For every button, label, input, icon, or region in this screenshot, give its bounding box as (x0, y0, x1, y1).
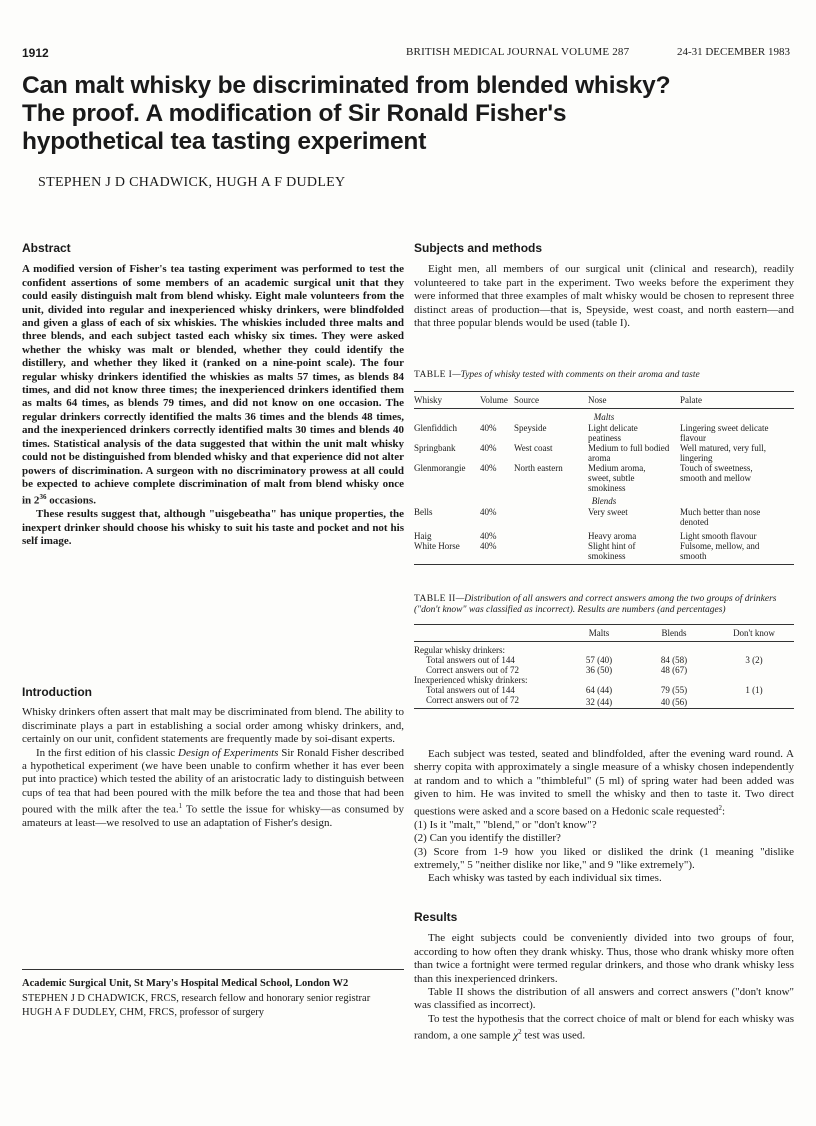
author-affiliation: STEPHEN J D CHADWICK, FRCS, research fellow and honorary senior registrar (22, 992, 371, 1004)
institution: Academic Surgical Unit, St Mary's Hospital Medical School, London W2 (22, 978, 349, 989)
introduction-heading: Introduction (22, 685, 92, 699)
table-row: White Horse 40% Slight hint of smokiness Fulsome, mellow, and smooth (414, 541, 794, 565)
table-row: Glenfiddich 40% Speyside Light delicate peatiness Lingering sweet delicate flavour (414, 423, 769, 443)
table-row: Springbank 40% West coast Medium to full bodied aroma Well matured, very full, lingering (414, 443, 766, 463)
table-section-label: Blends (591, 496, 617, 506)
group-label: Inexperienced whisky drinkers: (414, 675, 528, 685)
table-header: Source (514, 392, 582, 409)
results-paragraph: The eight subjects could be conveniently divided into two groups of four, according to how often they drank whisky. Thus, those who drank whisky more often than twice a fortnight were termed regular drinkers, and those who drank whisky less than this inexperienced drinkers. (414, 932, 794, 985)
question-1: (1) Is it "malt," "blend," or "don't know"? (414, 818, 597, 831)
table-1-grid (414, 391, 794, 565)
methods-section (414, 242, 794, 330)
table-header: Nose (582, 392, 680, 409)
issue-date: 24-31 DECEMBER 1983 (676, 46, 790, 58)
table-1-caption: TABLE I—Types of whisky tested with comments on their aroma and taste (414, 370, 700, 380)
article-title (22, 72, 794, 156)
methods-heading: Subjects and methods (414, 241, 543, 255)
introduction-paragraph: Whisky drinkers often assert that malt may be discriminated from blend. The ability to discriminate plays a part in establishing a social order among whisky drinkers, and, certainly on our unit, confident statements are frequently made by soi-disant experts. (22, 706, 404, 746)
abstract-section (22, 242, 404, 549)
table-1 (414, 370, 794, 565)
author-list: STEPHEN J D CHADWICK, HUGH A F DUDLEY (38, 175, 346, 190)
question-3: (3) Score from 1-9 how you liked or disliked the drink (1 meaning "dislike extremely," 5 "neither dislike nor like," and 9 "like extremely"). (414, 845, 794, 871)
results-paragraph: Table II shows the distribution of all answers and correct answers ("don't know" was classified as incorrect). (414, 986, 794, 1012)
table-header: Blends (634, 625, 714, 642)
table-row: Correct answers out of 72 32 (44) 40 (56) (414, 695, 794, 709)
table-row: Haig 40% Heavy aroma Light smooth flavour (414, 531, 757, 541)
introduction-paragraph: In the first edition of his classic Design of Experiments Sir Ronald Fisher described a hypothetical experiment (we have been unable to confirm whether it has ever been put into practice) which tested the ability of an aristocratic lady to distinguish between cups of tea that had been poured with the milk before the tea and those that had been poured with the milk after the tea.$^1$ To settle the issue for whisky—as consumed by amateurs at least—we resolved to use an adaptation of Fisher's design. (22, 746, 404, 830)
page-number: 1912 (22, 46, 49, 60)
table-2 (414, 594, 794, 709)
running-header (22, 46, 794, 62)
footnote-rule (22, 969, 404, 970)
results-heading: Results (414, 910, 458, 924)
question-2: (2) Can you identify the distiller? (414, 832, 561, 845)
title-line: The proof. A modification of Sir Ronald Fisher's (22, 100, 567, 127)
table-header: Whisky (414, 392, 480, 409)
results-section (414, 911, 794, 1043)
table-row: Total answers out of 144 57 (40) 84 (58) 3 (2) (426, 655, 763, 665)
results-paragraph: To test the hypothesis that the correct choice of malt or blend for each whisky was random, a one sample $\chi^2$ test was used. (414, 1012, 794, 1042)
author-affiliation: HUGH A F DUDLEY, CHM, FRCS, professor of surgery (22, 1007, 265, 1018)
abstract-conclusion: These results suggest that, although "uisgebeatha" has unique properties, the inexpert drinker should choose his whisky to suit his taste and pocket and not his self image. (22, 508, 404, 548)
methods-continued (414, 748, 794, 886)
title-line: hypothetical tea tasting experiment (22, 128, 427, 155)
table-header: Don't know (714, 625, 794, 642)
table-row: Bells 40% Very sweet Much better than nose denoted (414, 507, 761, 527)
affiliation-block (22, 978, 404, 1020)
title-line: Can malt whisky be discriminated from blended whisky? (22, 72, 671, 99)
table-2-caption: TABLE II—Distribution of all answers and correct answers among the two groups of drinkers ("don't know" was classified as incorrect). Results are numbers (and percentages) (414, 594, 777, 615)
abstract-heading: Abstract (22, 241, 71, 255)
table-header: Malts (564, 625, 634, 642)
table-2-grid (414, 624, 794, 709)
methods-paragraph: Eight men, all members of our surgical unit (clinical and research), readily volunteered to take part in the experiment. Two weeks before the experiment they were informed that three examples of malt whisky would be chosen to represent three distinct areas of production—that is, Speyside, west coast, and north eastern—and that three popular blends would be used (table I). (414, 263, 794, 330)
table-row: Correct answers out of 72 36 (50) 48 (67) (426, 665, 688, 675)
table-header: Palate (680, 392, 794, 409)
introduction-section (22, 686, 404, 831)
methods-paragraph: Each subject was tested, seated and blindfolded, after the evening ward round. A sherry copita with approximately a single measure of a whisky chosen independently at random and to which a "thimbleful" (5 ml) of spring water had been added was given to him. He was invited to smell the whisky and then to taste it. Two direct questions were asked and a score based on a Hedonic scale requested$^2$: (414, 748, 794, 818)
table-header: Volume (480, 392, 514, 409)
group-label: Regular whisky drinkers: (414, 645, 505, 655)
table-section-label: Malts (593, 412, 615, 422)
table-row: Glenmorangie 40% North eastern Medium aroma, sweet, subtle smokiness Touch of sweetness, smooth and mellow (414, 463, 753, 493)
journal-name: BRITISH MEDICAL JOURNAL VOLUME 287 (406, 46, 630, 58)
abstract-paragraph: A modified version of Fisher's tea tasting experiment was performed to test the confident assertions of some members of an academic surgical unit that they could easily distinguish malt from blend whisky. Eight male volunteers from the unit, divided into regular and inexperienced whisky drinkers, were blindfolded and given a glass of each of six whiskies. The whiskies included three malts and three blends, and each subject tasted each whisky six times. They were asked whether the whisky was malt or blended, whether they could identify the distillery, and whether they liked it (ranked on a nine-point scale). The four regular whisky drinkers identified the whiskies as malts 57 times, as blends 84 times, and did not know three times; the inexperienced drinkers identified them as malts 64 times, as blends 79 times, and did not know on one occasion. The regular drinkers correctly identified the malts 36 times and the blends 48 times, and the inexperienced drinkers correctly identified malts 30 times and blends 40 times. Statistical analysis of the data suggested that within the unit malt whisky could not be distinguished from blended whisky and that experience did not alter powers of discrimination. A surgeon with no discriminatory prowess at all could be expected to achieve complete discrimination of malt from blend whisky once in $2^{36}$ occasions. (22, 263, 404, 507)
table-row: Total answers out of 144 64 (44) 79 (55) 1 (1) (426, 685, 763, 695)
methods-paragraph: Each whisky was tasted by each individual six times. (428, 872, 662, 885)
